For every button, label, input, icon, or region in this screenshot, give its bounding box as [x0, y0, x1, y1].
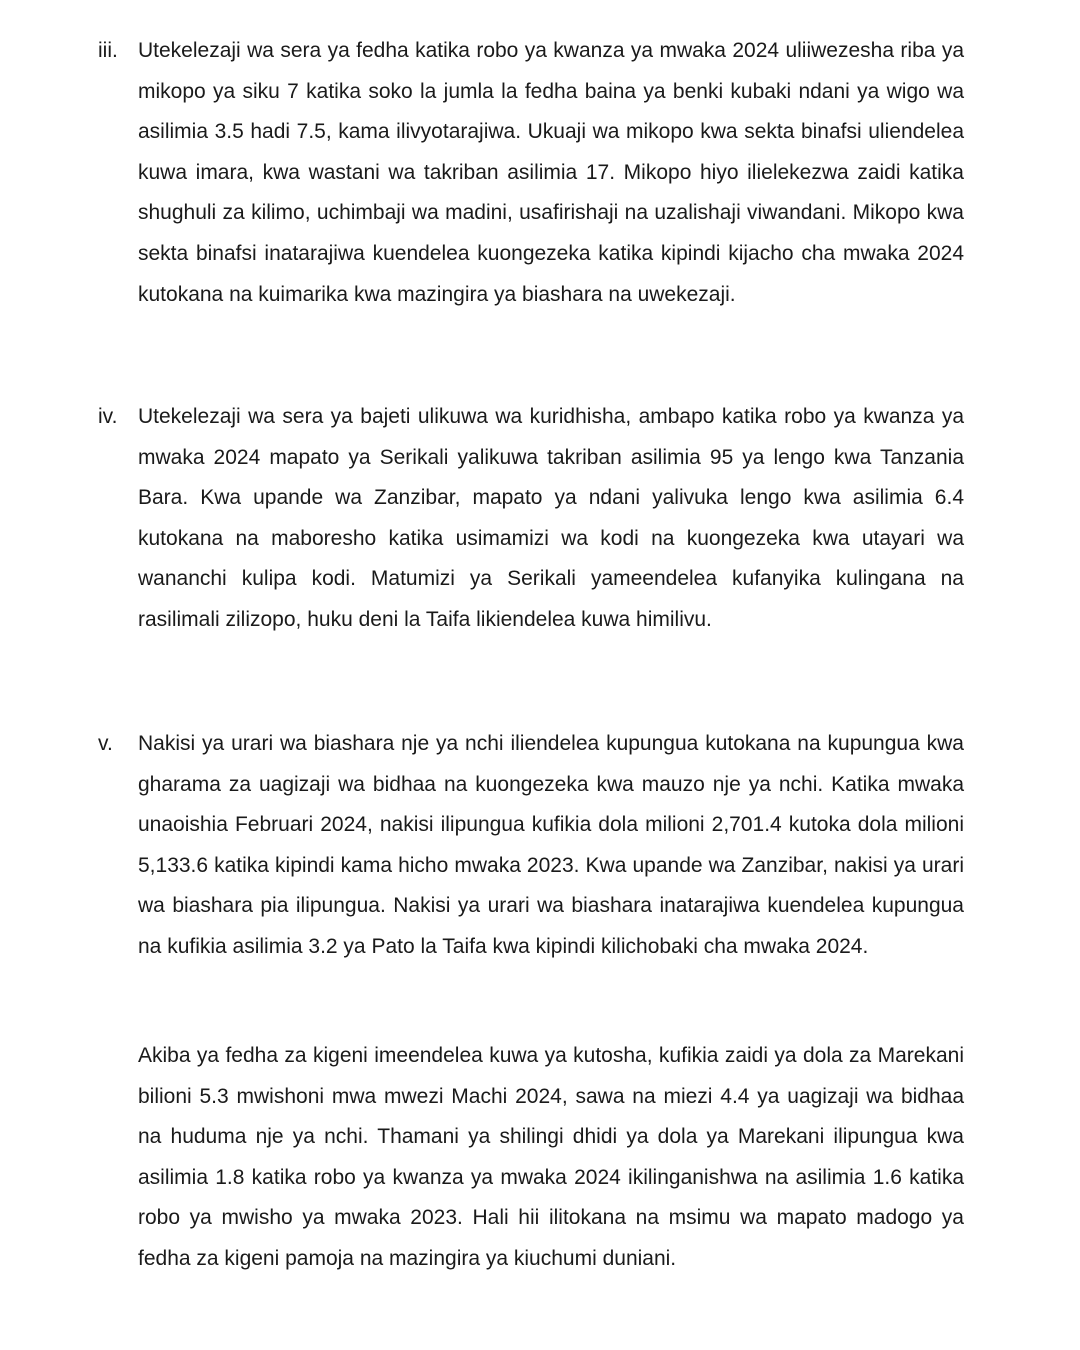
paragraph-text: Utekelezaji wa sera ya bajeti ulikuwa wa kuridhisha, ambapo katika robo ya kwanza ya mwaka 2024 mapato ya Serikali yalikuwa takriban asilimia 95 ya lengo kwa Tanzania Bara. Kwa upande wa Zanzibar, mapato ya ndani yalivuka lengo kwa asilimia 6.4 kutokana na maboresho katika usimamizi wa kodi na kuongezeka kwa utayari wa wananchi kulipa kodi. Matumizi ya Serikali yameendelea kufanyika kulingana na rasilimali zilizopo, huku deni la Taifa likiendelea kuwa himilivu. [138, 405, 964, 631]
list-marker: v. [98, 732, 113, 755]
paragraph-text: Akiba ya fedha za kigeni imeendelea kuwa ya kutosha, kufikia zaidi ya dola za Marekani bilioni 5.3 mwishoni mwa mwezi Machi 2024, sawa na miezi 4.4 ya uagizaji wa bidhaa na huduma nje ya nchi. Thamani ya shilingi dhidi ya dola ya Marekani ilipungua kwa asilimia 1.8 katika robo ya kwanza ya mwaka 2024 ikilinganishwa na asilimia 1.6 katika robo ya mwisho ya mwaka 2023. Hali hii ilitokana na msimu wa mapato madogo ya fedha za kigeni pamoja na mazingira ya kiuchumi duniani. [138, 1044, 964, 1270]
paragraph-text: Utekelezaji wa sera ya fedha katika robo ya kwanza ya mwaka 2024 uliiwezesha riba ya mikopo ya siku 7 katika soko la jumla la fedha baina ya benki kubaki ndani ya wigo wa asilimia 3.5 hadi 7.5, kama ilivyotarajiwa. Ukuaji wa mikopo kwa sekta binafsi uliendelea kuwa imara, kwa wastani wa takriban asilimia 17. Mikopo hiyo ilielekezwa zaidi katika shughuli za kilimo, uchimbaji wa madini, usafirishaji na uzalishaji viwandani. Mikopo kwa sekta binafsi inatarajiwa kuendelea kuongezeka katika kipindi kijacho cha mwaka 2024 kutokana na kuimarika kwa mazingira ya biashara na uwekezaji. [138, 39, 964, 306]
list-marker: iii. [98, 39, 118, 62]
list-item-iii [98, 31, 964, 315]
list-marker: iv. [98, 405, 118, 428]
paragraph-text: Nakisi ya urari wa biashara nje ya nchi iliendelea kupungua kutokana na kupungua kwa gharama za uagizaji wa bidhaa na kuongezeka kwa mauzo nje ya nchi. Katika mwaka unaoishia Februari 2024, nakisi ilipungua kufikia dola milioni 2,701.4 kutoka dola milioni 5,133.6 katika kipindi kama hicho mwaka 2023. Kwa upande wa Zanzibar, nakisi ya urari wa biashara pia ilipungua. Nakisi ya urari wa biashara inatarajiwa kuendelea kupungua na kufikia asilimia 3.2 ya Pato la Taifa kwa kipindi kilichobaki cha mwaka 2024. [138, 732, 964, 958]
list-item-v [98, 724, 964, 968]
continuation-paragraph [138, 1036, 964, 1280]
list-item-iv [98, 397, 964, 641]
